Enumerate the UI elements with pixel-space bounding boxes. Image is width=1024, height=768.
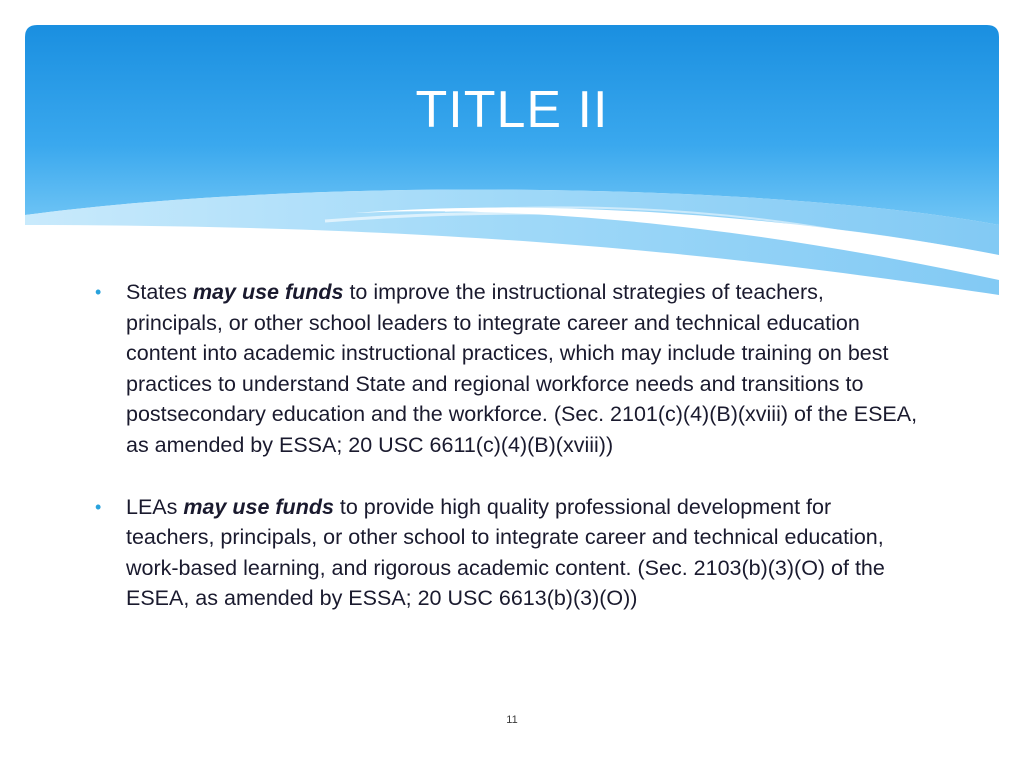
header-banner [25,25,999,295]
slide-title: TITLE II [415,81,609,139]
bullet-item-states [95,277,925,461]
bullet-prefix: LEAs [126,494,184,519]
bullet-emphasis: may use funds [192,280,344,304]
slide-body [95,277,925,614]
page-number: 11 [506,714,518,726]
bullet-dot-icon: • [95,496,102,517]
bullet-prefix: States [126,280,193,304]
bullet-item-leas [95,492,925,614]
bullet-text: to provide high quality professional development for teachers, principals, or other school to integrate career and technical education, work-based learning, and rigorous academic content. (Sec. 2103(b)(3)(O) of the ESEA, as amended by ESSA; 20 USC 6613(b)(3)(O)) [126,494,885,611]
header-wave-graphic [25,25,999,295]
bullet-text: to improve the instructional strategies of teachers, principals, or other school leaders to integrate career and technical education content into academic instructional practices, which may include training on best practices to understand State and regional workforce needs and transitions to postsecondary education and the workforce. (Sec. 2101(c)(4)(B)(xviii) of the ESEA, as amended by ESSA; 20 USC 6611(c)(4)(B)(xviii)) [126,280,918,457]
bullet-emphasis: may use funds [183,494,334,519]
bullet-dot-icon: • [95,282,102,302]
